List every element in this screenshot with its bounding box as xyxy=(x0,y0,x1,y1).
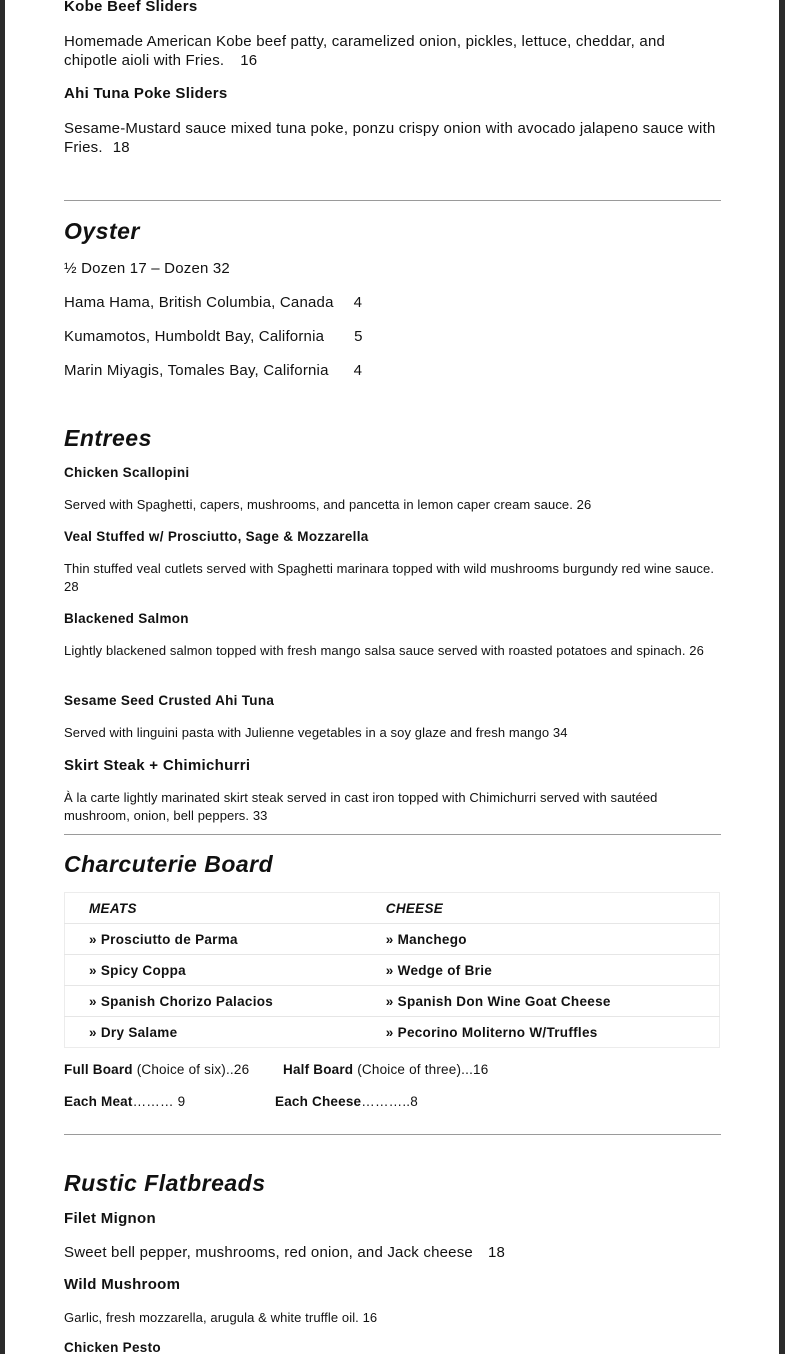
flatbread-price: 18 xyxy=(487,1244,506,1261)
entree-desc: À la carte lightly marinated skirt steak served in cast iron topped with Chimichurri served with sautéed mushroom, onion, bell peppers. 33 xyxy=(64,790,658,823)
entree-desc: Thin stuffed veal cutlets served with Spaghetti marinara topped with wild mushrooms burgundy red wine sauce. 28 xyxy=(64,561,715,594)
flatbread-desc: Sweet bell pepper, mushrooms, red onion, and Jack cheese 18 xyxy=(64,1244,506,1261)
oyster-price: 4 xyxy=(353,362,363,379)
divider xyxy=(64,1134,721,1135)
section-title-entrees: Entrees xyxy=(64,425,152,451)
oyster-item: Hama Hama, British Columbia, Canada 4 xyxy=(64,294,363,311)
item-price-kobe-sliders: 16 xyxy=(240,52,258,69)
meat-item: » Spicy Coppa xyxy=(65,955,365,986)
oyster-price: 5 xyxy=(354,328,363,345)
table-header-row xyxy=(65,893,720,924)
oyster-dozen-pricing: ½ Dozen 17 – Dozen 32 xyxy=(64,260,230,277)
section-title-charcuterie: Charcuterie Board xyxy=(64,851,274,877)
section-title-oyster: Oyster xyxy=(64,218,140,244)
flatbread-name: Wild Mushroom xyxy=(64,1276,181,1293)
table-row xyxy=(65,1017,720,1048)
cheese-item: » Pecorino Moliterno W/Truffles xyxy=(365,1017,720,1048)
meat-item: » Spanish Chorizo Palacios xyxy=(65,986,365,1017)
cheese-header: CHEESE xyxy=(365,893,720,924)
full-board-pricing: Full Board (Choice of six)..26 xyxy=(64,1062,250,1077)
cheese-item: » Spanish Don Wine Goat Cheese xyxy=(365,986,720,1017)
entree-name: Sesame Seed Crusted Ahi Tuna xyxy=(64,693,275,708)
item-desc-kobe-sliders: Homemade American Kobe beef patty, caramelized onion, pickles, lettuce, cheddar, and chipotle aioli with Fries. 16 xyxy=(64,33,666,69)
item-name-ahi-sliders: Ahi Tuna Poke Sliders xyxy=(64,85,228,102)
item-desc-ahi-sliders: Sesame-Mustard sauce mixed tuna poke, ponzu crispy onion with avocado jalapeno sauce with Fries. 18 xyxy=(64,120,716,156)
oyster-item: Kumamotos, Humboldt Bay, California 5 xyxy=(64,328,363,345)
entree-name: Skirt Steak + Chimichurri xyxy=(64,757,251,774)
flatbread-name: Chicken Pesto xyxy=(64,1340,161,1354)
oyster-item: Marin Miyagis, Tomales Bay, California 4 xyxy=(64,362,363,379)
entree-desc: Served with linguini pasta with Julienne vegetables in a soy glaze and fresh mango 34 xyxy=(64,725,568,740)
oyster-price: 4 xyxy=(353,294,363,311)
item-name-kobe-sliders: Kobe Beef Sliders xyxy=(64,0,198,15)
meat-item: » Prosciutto de Parma xyxy=(65,924,365,955)
entree-desc: Lightly blackened salmon topped with fresh mango salsa sauce served with roasted potatoes and spinach. 26 xyxy=(64,643,704,658)
table-row xyxy=(65,924,720,955)
flatbread-name: Filet Mignon xyxy=(64,1210,156,1227)
entree-name: Veal Stuffed w/ Prosciutto, Sage & Mozzarella xyxy=(64,529,369,544)
cheese-item: » Wedge of Brie xyxy=(365,955,720,986)
half-board-pricing: Half Board (Choice of three)...16 xyxy=(283,1062,489,1077)
entree-desc: Served with Spaghetti, capers, mushrooms, and pancetta in lemon caper cream sauce. 26 xyxy=(64,497,592,512)
charcuterie-table xyxy=(64,892,720,1048)
cheese-item: » Manchego xyxy=(365,924,720,955)
item-price-ahi-sliders: 18 xyxy=(112,139,130,156)
divider xyxy=(64,834,721,835)
each-meat-pricing: Each Meat……… 9 xyxy=(64,1094,186,1109)
table-row xyxy=(65,986,720,1017)
divider xyxy=(64,200,721,201)
flatbread-desc: Garlic, fresh mozzarella, arugula & white truffle oil. 16 xyxy=(64,1310,378,1325)
menu-page xyxy=(5,0,779,1354)
meats-header: MEATS xyxy=(65,893,365,924)
meat-item: » Dry Salame xyxy=(65,1017,365,1048)
table-row xyxy=(65,955,720,986)
section-title-flatbreads: Rustic Flatbreads xyxy=(64,1170,266,1196)
entree-name: Chicken Scallopini xyxy=(64,465,190,480)
each-cheese-pricing: Each Cheese………..8 xyxy=(275,1094,418,1109)
entree-name: Blackened Salmon xyxy=(64,611,189,626)
